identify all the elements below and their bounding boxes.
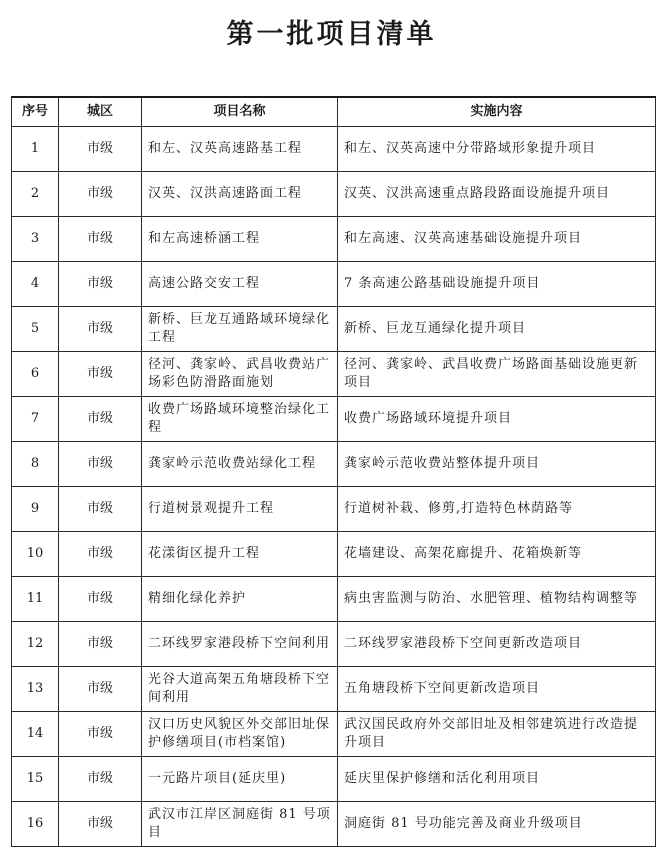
row-district: 市级 xyxy=(59,802,142,847)
row-content: 二环线罗家港段桥下空间更新改造项目 xyxy=(338,622,656,667)
row-content: 和左高速、汉英高速基础设施提升项目 xyxy=(338,217,656,262)
row-content: 新桥、巨龙互通绿化提升项目 xyxy=(338,307,656,352)
row-content: 五角塘段桥下空间更新改造项目 xyxy=(338,667,656,712)
table-row xyxy=(12,577,656,622)
table-row xyxy=(12,622,656,667)
row-district: 市级 xyxy=(59,532,142,577)
row-number: 7 xyxy=(12,397,59,442)
row-project-name: 花漾街区提升工程 xyxy=(142,532,338,577)
row-district: 市级 xyxy=(59,397,142,442)
table-row xyxy=(12,712,656,757)
row-project-name: 一元路片项目(延庆里) xyxy=(142,757,338,802)
row-district: 市级 xyxy=(59,712,142,757)
row-project-name: 二环线罗家港段桥下空间利用 xyxy=(142,622,338,667)
row-district: 市级 xyxy=(59,442,142,487)
row-number: 8 xyxy=(12,442,59,487)
row-project-name: 和左高速桥涵工程 xyxy=(142,217,338,262)
row-content: 龚家岭示范收费站整体提升项目 xyxy=(338,442,656,487)
row-project-name: 高速公路交安工程 xyxy=(142,262,338,307)
table-row xyxy=(12,487,656,532)
row-district: 市级 xyxy=(59,487,142,532)
row-project-name: 武汉市江岸区洞庭街 81 号项目 xyxy=(142,802,338,847)
row-number: 16 xyxy=(12,802,59,847)
row-district: 市级 xyxy=(59,577,142,622)
table-row xyxy=(12,442,656,487)
row-content: 病虫害监测与防治、水肥管理、植物结构调整等 xyxy=(338,577,656,622)
row-number: 9 xyxy=(12,487,59,532)
table-row xyxy=(12,127,656,172)
row-content: 径河、龚家岭、武昌收费广场路面基础设施更新项目 xyxy=(338,352,656,397)
row-project-name: 龚家岭示范收费站绿化工程 xyxy=(142,442,338,487)
row-project-name: 汉口历史风貌区外交部旧址保护修缮项目(市档案馆) xyxy=(142,712,338,757)
table-row xyxy=(12,352,656,397)
row-district: 市级 xyxy=(59,262,142,307)
row-district: 市级 xyxy=(59,217,142,262)
project-list-table xyxy=(11,96,656,847)
row-project-name: 精细化绿化养护 xyxy=(142,577,338,622)
row-content: 行道树补栽、修剪,打造特色林荫路等 xyxy=(338,487,656,532)
row-number: 13 xyxy=(12,667,59,712)
row-district: 市级 xyxy=(59,307,142,352)
row-content: 洞庭街 81 号功能完善及商业升级项目 xyxy=(338,802,656,847)
table-row xyxy=(12,532,656,577)
row-content: 汉英、汉洪高速重点路段路面设施提升项目 xyxy=(338,172,656,217)
row-district: 市级 xyxy=(59,172,142,217)
row-number: 3 xyxy=(12,217,59,262)
row-number: 4 xyxy=(12,262,59,307)
row-number: 6 xyxy=(12,352,59,397)
page-title: 第一批项目清单 xyxy=(226,19,437,50)
row-content: 武汉国民政府外交部旧址及相邻建筑进行改造提升项目 xyxy=(338,712,656,757)
table-row xyxy=(12,172,656,217)
row-district: 市级 xyxy=(59,757,142,802)
row-content: 7 条高速公路基础设施提升项目 xyxy=(338,262,656,307)
row-project-name: 和左、汉英高速路基工程 xyxy=(142,127,338,172)
row-project-name: 新桥、巨龙互通路域环境绿化工程 xyxy=(142,307,338,352)
header-no: 序号 xyxy=(12,97,59,127)
table-row xyxy=(12,757,656,802)
table-row xyxy=(12,667,656,712)
row-project-name: 光谷大道高架五角塘段桥下空间利用 xyxy=(142,667,338,712)
row-content: 延庆里保护修缮和活化利用项目 xyxy=(338,757,656,802)
table-row xyxy=(12,307,656,352)
table-row xyxy=(12,802,656,847)
header-project-name: 项目名称 xyxy=(142,97,338,127)
row-project-name: 收费广场路域环境整治绿化工程 xyxy=(142,397,338,442)
row-project-name: 径河、龚家岭、武昌收费站广场彩色防滑路面施划 xyxy=(142,352,338,397)
row-content: 花墙建设、高架花廊提升、花箱焕新等 xyxy=(338,532,656,577)
row-number: 5 xyxy=(12,307,59,352)
row-number: 12 xyxy=(12,622,59,667)
table-row xyxy=(12,217,656,262)
row-project-name: 汉英、汉洪高速路面工程 xyxy=(142,172,338,217)
row-project-name: 行道树景观提升工程 xyxy=(142,487,338,532)
row-number: 11 xyxy=(12,577,59,622)
row-district: 市级 xyxy=(59,352,142,397)
row-district: 市级 xyxy=(59,127,142,172)
row-number: 14 xyxy=(12,712,59,757)
row-number: 2 xyxy=(12,172,59,217)
table-header xyxy=(12,97,656,127)
row-district: 市级 xyxy=(59,667,142,712)
row-number: 10 xyxy=(12,532,59,577)
row-district: 市级 xyxy=(59,622,142,667)
row-number: 1 xyxy=(12,127,59,172)
table-row xyxy=(12,262,656,307)
header-content: 实施内容 xyxy=(338,97,656,127)
header-district: 城区 xyxy=(59,97,142,127)
table-row xyxy=(12,397,656,442)
row-content: 收费广场路域环境提升项目 xyxy=(338,397,656,442)
row-content: 和左、汉英高速中分带路域形象提升项目 xyxy=(338,127,656,172)
row-number: 15 xyxy=(12,757,59,802)
table-body xyxy=(12,127,656,847)
header-row xyxy=(12,97,656,127)
